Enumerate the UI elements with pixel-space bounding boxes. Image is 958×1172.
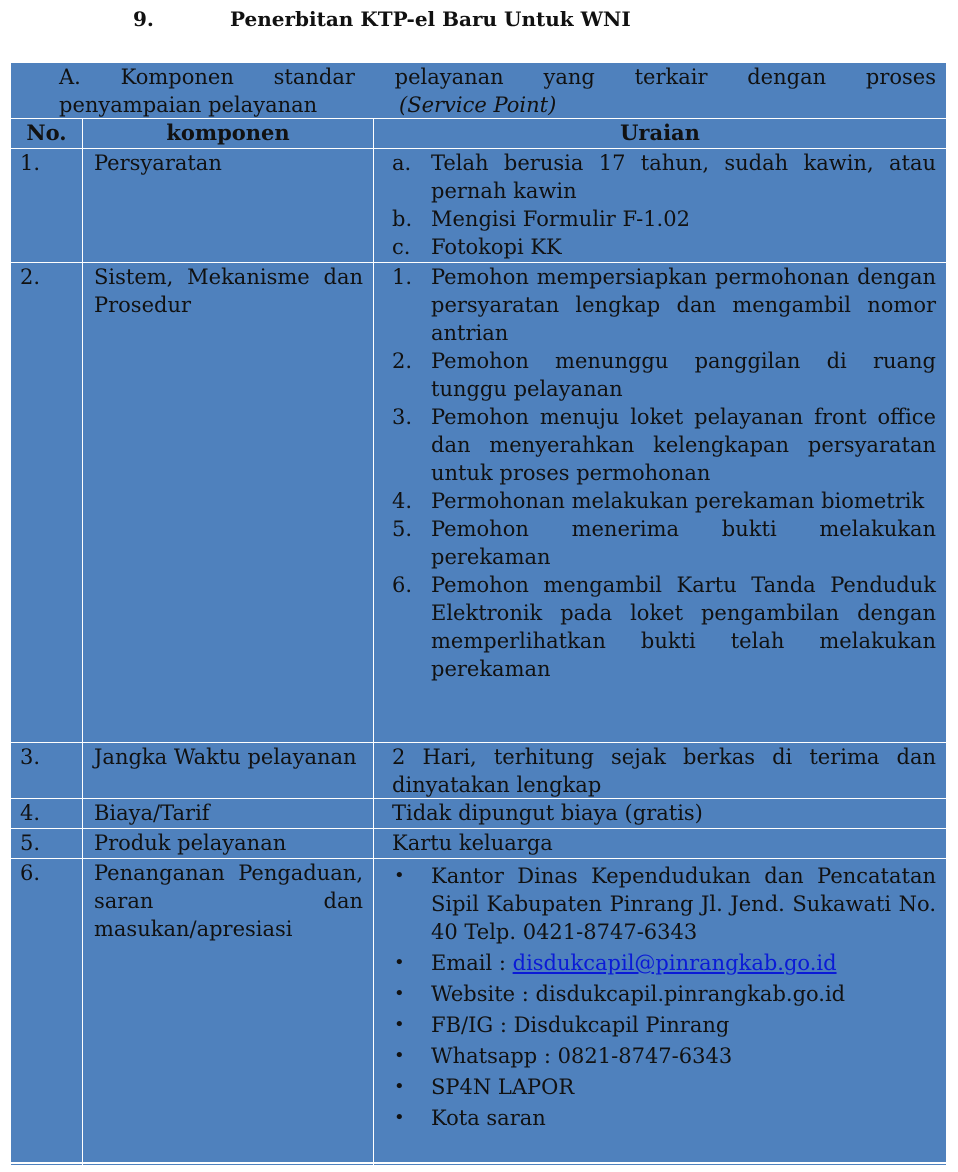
row-uraian (374, 859, 946, 1165)
list-item-text: Telah berusia 17 tahun, sudah kawin, atau pernah kawin (431, 151, 936, 203)
section-title-italic: (Service Point) (399, 93, 557, 117)
list-item (392, 347, 936, 403)
heading-title: Penerbitan KTP-el Baru Untuk WNI (230, 7, 631, 31)
list-item-text: Permohonan melakukan perekaman biometrik (431, 489, 925, 513)
list-marker: b. (392, 207, 413, 231)
list-item (392, 263, 936, 347)
list-marker: 3. (392, 405, 413, 429)
section-title-line2: penyampaian pelayanan (59, 93, 318, 117)
row-uraian: Kartu keluarga (392, 831, 553, 855)
heading-number: 9. (133, 7, 154, 31)
bottom-divider (10, 1162, 947, 1164)
row-komponen: Produk pelayanan (83, 829, 374, 858)
list-item-text: Website : disdukcapil.pinrangkab.go.id (431, 982, 846, 1006)
row-komponen: Biaya/Tarif (83, 799, 374, 828)
list-item (392, 233, 936, 261)
list-item-text: SP4N LAPOR (431, 1075, 575, 1099)
row-uraian: Tidak dipungut biaya (gratis) (392, 801, 703, 825)
table-row (11, 263, 946, 743)
bullet-icon: • (394, 1014, 405, 1035)
row-number: 4. (11, 799, 83, 828)
list-item (392, 949, 936, 977)
row-komponen: Penanganan Pengaduan, saran dan masukan/apresiasi (83, 859, 374, 1165)
row-number: 1. (11, 149, 83, 262)
bullet-icon: • (394, 1045, 405, 1066)
table-row (11, 799, 946, 829)
page-heading (0, 4, 958, 36)
list-item (392, 149, 936, 205)
bullet-icon: • (394, 1076, 405, 1097)
row-uraian: 2 Hari, terhitung sejak berkas di terima dan dinyatakan lengkap (392, 745, 936, 797)
list-item-text: Whatsapp : 0821-8747-6343 (431, 1044, 733, 1068)
list-item (392, 980, 936, 1008)
list-item-text: Pemohon mengambil Kartu Tanda Penduduk Elektronik pada loket pengambilan dengan memperlihatkan bukti telah melakukan perekaman (431, 573, 936, 681)
row-komponen: Persyaratan (83, 149, 374, 262)
list-marker: 1. (392, 265, 413, 289)
list-item-text: FB/IG : Disdukcapil Pinrang (431, 1013, 730, 1037)
list-marker: 5. (392, 517, 413, 541)
bullet-icon: • (394, 1107, 405, 1128)
bullet-icon: • (394, 983, 405, 1004)
list-item (392, 1042, 936, 1070)
column-header-no: No. (11, 119, 83, 148)
bullet-icon: • (394, 952, 405, 973)
email-label: Email : (431, 951, 513, 975)
section-row (11, 63, 946, 119)
row-number: 6. (11, 859, 83, 1165)
list-item (392, 515, 936, 571)
table-row (11, 829, 946, 859)
column-header-komponen: komponen (83, 119, 374, 148)
list-marker: a. (392, 151, 412, 175)
list-item (392, 1073, 936, 1101)
table-row (11, 149, 946, 263)
list-item-text: Pemohon menunggu panggilan di ruang tunggu pelayanan (431, 349, 936, 401)
list-item-text: Pemohon mempersiapkan permohonan dengan persyaratan lengkap dan mengambil nomor antrian (431, 265, 936, 345)
row-number: 2. (11, 263, 83, 742)
list-item-text: Kota saran (431, 1106, 546, 1130)
email-link[interactable]: disdukcapil@pinrangkab.go.id (512, 951, 837, 975)
section-title (11, 63, 946, 118)
list-item (392, 403, 936, 487)
list-marker: c. (392, 235, 411, 259)
row-uraian (374, 263, 946, 742)
list-marker: 4. (392, 489, 413, 513)
column-header-uraian: Uraian (620, 120, 700, 145)
list-item-text: Pemohon menuju loket pelayanan front office dan menyerahkan kelengkapan persyaratan untuk proses permohonan (431, 405, 936, 485)
list-marker: 2. (392, 349, 413, 373)
service-standard-table (10, 62, 947, 1166)
list-item (392, 862, 936, 946)
list-item (392, 1011, 936, 1039)
list-item-text: Pemohon menerima bukti melakukan perekaman (431, 517, 936, 569)
list-item (392, 487, 936, 515)
list-item (392, 571, 936, 683)
row-number: 5. (11, 829, 83, 858)
bullet-icon: • (394, 865, 405, 886)
table-row (11, 859, 946, 1165)
row-number: 3. (11, 743, 83, 798)
list-item-text: Kantor Dinas Kependudukan dan Pencatatan Sipil Kabupaten Pinrang Jl. Jend. Sukawati No. 40 Telp. 0421-8747-6343 (431, 864, 936, 944)
row-komponen: Sistem, Mekanisme dan Prosedur (83, 263, 374, 742)
row-komponen: Jangka Waktu pelayanan (83, 743, 374, 798)
list-item (392, 205, 936, 233)
row-uraian (374, 149, 946, 262)
table-row (11, 743, 946, 799)
table-header-row (11, 119, 946, 149)
section-title-line1: A. Komponen standar pelayanan yang terkair dengan proses (59, 65, 936, 89)
list-marker: 6. (392, 573, 413, 597)
list-item-text: Fotokopi KK (431, 235, 562, 259)
list-item-text: Mengisi Formulir F-1.02 (431, 207, 690, 231)
list-item (392, 1104, 936, 1132)
